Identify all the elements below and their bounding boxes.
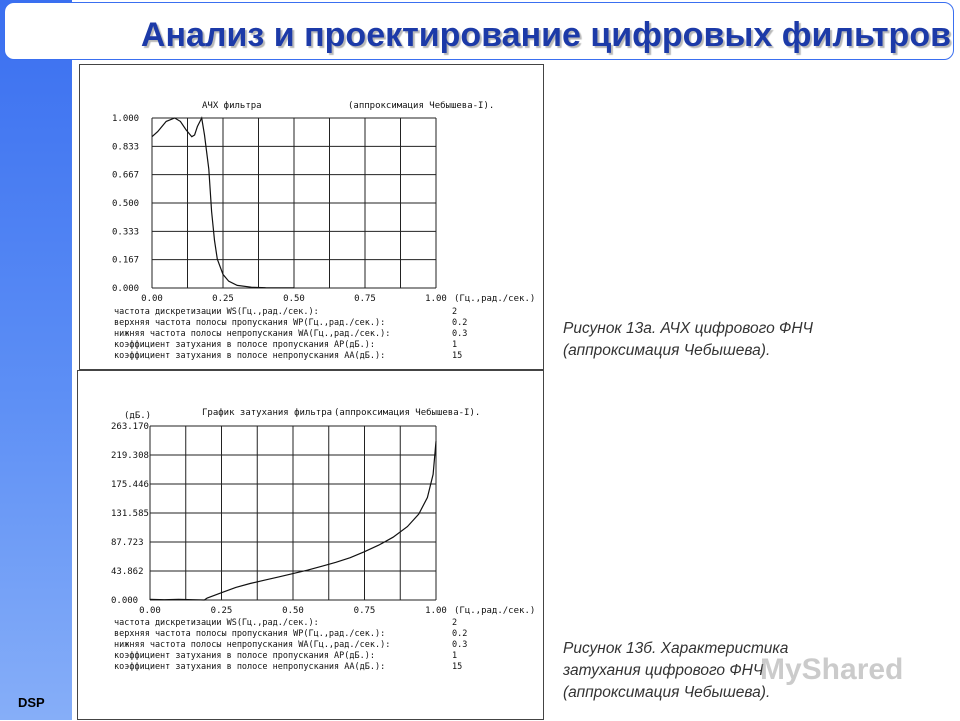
param-value: 0.3 — [452, 640, 468, 650]
x-tick-label: 0.25 — [210, 606, 233, 616]
page-title: Анализ и проектирование цифровых фильтров — [140, 16, 951, 54]
param-label: коэффициент затухания в полосе пропускания AP(дБ.): — [114, 340, 375, 350]
x-tick-label: 0.25 — [212, 294, 234, 304]
x-axis-label: (Гц.,рад./сек.) — [454, 606, 536, 616]
y-tick-label: 0.167 — [112, 255, 140, 266]
frequency-response-chart — [80, 65, 545, 371]
param-value: 2 — [452, 618, 458, 628]
x-tick-label: 0.75 — [354, 294, 376, 304]
chart-panel-frequency-response — [79, 64, 544, 370]
caption-line: (аппроксимация Чебышева). — [563, 342, 771, 359]
y-tick-label: 175.446 — [111, 480, 149, 491]
y-tick-label: 43.862 — [111, 566, 144, 577]
y-tick-label: 131.585 — [111, 509, 149, 519]
y-tick-label: 219.308 — [111, 451, 149, 462]
x-axis-label: (Гц.,рад./сек.) — [454, 294, 536, 304]
y-tick-label: 263.170 — [111, 422, 149, 432]
param-value: 1 — [452, 651, 458, 661]
param-label: коэффициент затухания в полосе непропускания AA(дБ.): — [114, 662, 386, 672]
chart-subtitle: (аппроксимация Чебышева-I). — [334, 408, 481, 418]
param-value: 1 — [452, 340, 458, 350]
x-tick-label: 0.50 — [283, 294, 305, 304]
attenuation-chart — [78, 371, 545, 721]
title-bar — [4, 2, 954, 60]
y-axis-label: (дБ.) — [124, 411, 152, 421]
chart-title: АЧХ фильтра — [202, 101, 262, 111]
y-tick-label: 1.000 — [112, 114, 140, 124]
x-tick-label: 1.00 — [425, 294, 447, 304]
param-value: 0.2 — [452, 318, 468, 328]
chart-title: График затухания фильтра — [202, 408, 333, 418]
x-tick-label: 0.75 — [353, 606, 376, 616]
y-tick-label: 0.000 — [111, 596, 139, 606]
param-value: 15 — [452, 662, 463, 672]
param-label: коэффициент затухания в полосе непропускания AA(дБ.): — [114, 351, 386, 361]
watermark-logo: MyShared — [760, 653, 904, 686]
param-label: коэффициент затухания в полосе пропускания AP(дБ.): — [114, 651, 375, 661]
y-tick-label: 0.667 — [112, 170, 140, 181]
x-tick-label: 0.00 — [139, 606, 161, 616]
param-label: нижняя частота полосы непропускания WA(Гц.,рад./сек.): — [114, 329, 391, 339]
chart-panel-attenuation — [77, 370, 544, 720]
y-tick-label: 0.000 — [112, 284, 140, 294]
caption-line: затухания цифрового ФНЧ — [563, 662, 764, 679]
y-tick-label: 87.723 — [111, 538, 144, 549]
param-value: 0.3 — [452, 329, 468, 339]
param-label: частота дискретизации WS(Гц.,рад./сек.): — [114, 618, 319, 628]
y-tick-label: 0.333 — [112, 227, 140, 238]
y-tick-label: 0.833 — [112, 142, 140, 153]
param-label: верхняя частота полосы пропускания WP(Гц.,рад./сек.): — [114, 318, 386, 328]
caption-figure-13a — [563, 318, 863, 362]
param-label: частота дискретизации WS(Гц.,рад./сек.): — [114, 307, 319, 317]
param-value: 0.2 — [452, 629, 468, 639]
x-tick-label: 0.50 — [282, 606, 304, 616]
param-value: 15 — [452, 351, 463, 361]
sidebar-footer-label: DSP — [18, 695, 45, 710]
param-label: верхняя частота полосы пропускания WP(Гц.,рад./сек.): — [114, 629, 386, 639]
caption-line: (аппроксимация Чебышева). — [563, 684, 771, 701]
x-tick-label: 1.00 — [425, 606, 447, 616]
param-value: 2 — [452, 307, 458, 317]
caption-line: Рисунок 13а. АЧХ цифрового ФНЧ — [563, 320, 813, 337]
x-tick-label: 0.00 — [141, 294, 163, 304]
caption-line: Рисунок 13б. Характеристика — [563, 640, 789, 657]
chart-subtitle: (аппроксимация Чебышева-I). — [348, 101, 495, 111]
param-label: нижняя частота полосы непропускания WA(Гц.,рад./сек.): — [114, 640, 391, 650]
sidebar — [0, 0, 72, 720]
y-tick-label: 0.500 — [112, 199, 140, 209]
